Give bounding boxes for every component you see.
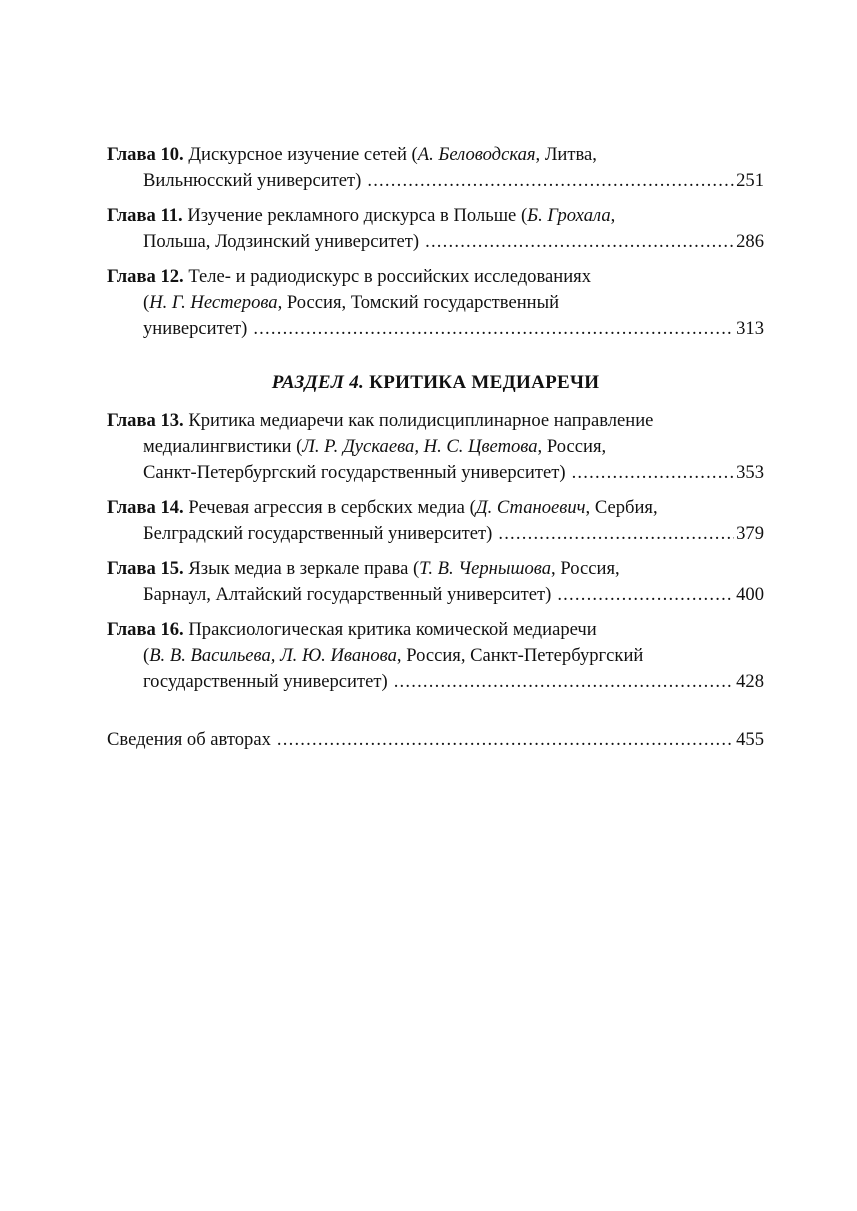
- chapter-affiliation: , Сербия,: [585, 497, 658, 518]
- toc-entry-line: [107, 495, 764, 521]
- dot-leader: [367, 168, 734, 194]
- chapter-title: Критика медиаречи как полидисциплинарное направление: [188, 410, 654, 431]
- chapter-author: Н. Г. Нестерова: [149, 292, 278, 313]
- chapter-title: Праксиологическая критика комической медиаречи: [188, 619, 597, 640]
- toc-entry-line: [107, 142, 764, 168]
- table-of-contents: [107, 142, 764, 753]
- chapter-label: Глава 15.: [107, 558, 184, 579]
- chapter-affiliation-cont: Польша, Лодзинский университет): [143, 231, 420, 252]
- chapter-author: А. Беловодская: [417, 144, 536, 165]
- dot-leader: [572, 460, 735, 486]
- dot-leader: [425, 229, 734, 255]
- open-paren: (: [143, 645, 150, 666]
- page-number: 455: [736, 729, 764, 750]
- toc-entry-line: [107, 290, 764, 316]
- page-number: 313: [736, 318, 764, 339]
- page-number: 379: [736, 523, 764, 544]
- chapter-title: Речевая агрессия в сербских медиа (: [188, 497, 476, 518]
- page-number: 286: [736, 231, 764, 252]
- open-paren: (: [143, 292, 150, 313]
- chapter-label: Глава 14.: [107, 497, 184, 518]
- chapter-affiliation-cont: Барнаул, Алтайский государственный университет): [143, 584, 552, 605]
- chapter-affiliation: , Россия,: [537, 436, 607, 457]
- toc-entry-lastline: [107, 727, 764, 753]
- toc-entry-chapter-12[interactable]: [107, 264, 764, 342]
- chapter-affiliation-cont: Вильнюсский университет): [143, 170, 362, 191]
- chapter-title-cont: медиалингвистики (: [143, 436, 303, 457]
- toc-entry-lastline: [107, 460, 764, 486]
- chapter-affiliation-cont: университет): [143, 318, 248, 339]
- chapter-author: В. В. Васильева, Л. Ю. Иванова: [149, 645, 397, 666]
- page-number: 400: [736, 584, 764, 605]
- chapter-author: Д. Станоевич: [475, 497, 586, 518]
- chapter-affiliation: , Литва,: [535, 144, 597, 165]
- chapter-author: Т. В. Чернышова: [419, 558, 552, 579]
- toc-entry-line: [107, 264, 764, 290]
- toc-entry-line: [107, 434, 764, 460]
- toc-entry-authors-info[interactable]: [107, 727, 764, 753]
- entry-title: Сведения об авторах: [107, 729, 271, 750]
- dot-leader: [253, 316, 734, 342]
- toc-entry-lastline: [107, 669, 764, 695]
- chapter-affiliation: , Россия,: [551, 558, 620, 579]
- toc-entry-line: [107, 408, 764, 434]
- chapter-title: Язык медиа в зеркале права (: [188, 558, 420, 579]
- chapter-affiliation: ,: [610, 205, 616, 226]
- chapter-title: Дискурсное изучение сетей (: [188, 144, 418, 165]
- dot-leader: [277, 727, 734, 753]
- chapter-title: Изучение рекламного дискурса в Польше (: [187, 205, 528, 226]
- chapter-affiliation-cont: Санкт-Петербургский государственный университет): [143, 462, 566, 483]
- toc-entry-chapter-10[interactable]: [107, 142, 764, 194]
- toc-entry-line: [107, 617, 764, 643]
- toc-entry-chapter-16[interactable]: [107, 617, 764, 695]
- chapter-author: Л. Р. Дускаева, Н. С. Цветова: [302, 436, 538, 457]
- toc-entry-chapter-15[interactable]: [107, 556, 764, 608]
- chapter-label: Глава 10.: [107, 144, 184, 165]
- toc-entry-chapter-11[interactable]: [107, 203, 764, 255]
- dot-leader: [557, 582, 734, 608]
- toc-entry-lastline: [107, 229, 764, 255]
- dot-leader: [394, 669, 734, 695]
- toc-entry-lastline: [107, 316, 764, 342]
- toc-entry-line: [107, 643, 764, 669]
- toc-entry-lastline: [107, 521, 764, 547]
- toc-entry-lastline: [107, 168, 764, 194]
- page-number: 353: [736, 462, 764, 483]
- toc-entry-lastline: [107, 582, 764, 608]
- page-number: 428: [736, 671, 764, 692]
- toc-entry-line: [107, 556, 764, 582]
- chapter-label: Глава 16.: [107, 619, 184, 640]
- dot-leader: [498, 521, 734, 547]
- page-number: 251: [736, 170, 764, 191]
- chapter-affiliation-cont: Белградский государственный университет): [143, 523, 493, 544]
- section-title: КРИТИКА МЕДИАРЕЧИ: [369, 372, 600, 393]
- chapter-affiliation: , Россия, Санкт-Петербургский: [396, 645, 644, 666]
- chapter-author: Б. Грохала: [527, 205, 611, 226]
- chapter-affiliation: , Россия, Томский государственный: [277, 292, 560, 313]
- toc-entry-chapter-13[interactable]: [107, 408, 764, 486]
- section-prefix: РАЗДЕЛ 4.: [271, 372, 365, 393]
- chapter-label: Глава 11.: [107, 205, 183, 226]
- toc-entry-line: [107, 203, 764, 229]
- section-heading[interactable]: [107, 370, 764, 396]
- toc-entry-chapter-14[interactable]: [107, 495, 764, 547]
- chapter-label: Глава 13.: [107, 410, 184, 431]
- chapter-title: Теле- и радиодискурс в российских исследованиях: [188, 266, 591, 287]
- chapter-affiliation-cont: государственный университет): [143, 671, 388, 692]
- chapter-label: Глава 12.: [107, 266, 184, 287]
